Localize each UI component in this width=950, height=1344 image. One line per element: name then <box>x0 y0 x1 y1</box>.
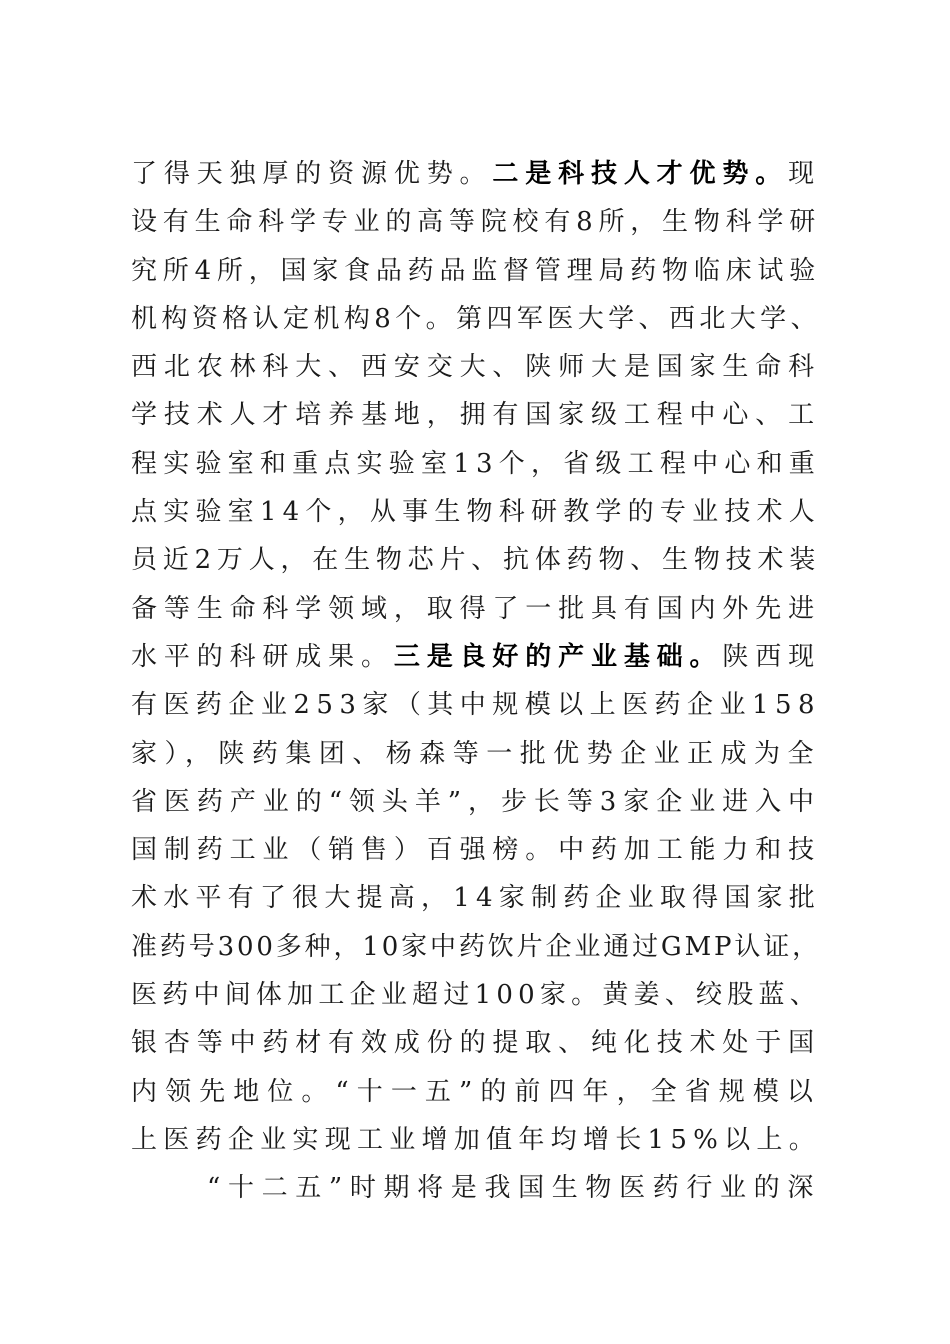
text-line <box>131 778 831 826</box>
body-text-segment: 程实验室和重点实验室13个，省级工程中心和重 <box>131 448 821 479</box>
text-line <box>131 488 831 536</box>
body-text-segment: 医药中间体加工企业超过100家。黄姜、绞股蓝、 <box>131 980 821 1011</box>
body-text-segment: 准药号300多种，10家中药饮片企业通过GMP认证， <box>131 931 821 962</box>
text-line <box>131 150 831 198</box>
body-text-segment: 有医药企业253家（其中规模以上医药企业158 <box>131 690 821 721</box>
body-text-segment: 水平的科研成果。 <box>131 641 394 672</box>
body-text-segment: 西北农林科大、西安交大、陕师大是国家生命科 <box>131 352 821 383</box>
text-line <box>131 585 831 633</box>
body-text-segment: 设有生命科学专业的高等院校有8所，生物科学研 <box>131 207 821 238</box>
text-line <box>131 1068 831 1116</box>
text-line <box>131 730 831 778</box>
body-text-segment: 究所4所，国家食品药品监督管理局药物临床试验 <box>131 255 821 286</box>
body-text-segment: 上医药企业实现工业增加值年均增长15%以上。 <box>131 1124 821 1155</box>
body-text-segment: 备等生命科学领域，取得了一批具有国内外先进 <box>131 593 821 624</box>
text-line <box>131 247 831 295</box>
body-text <box>131 150 831 1213</box>
body-text-segment: 国制药工业（销售）百强榜。中药加工能力和技 <box>131 835 821 866</box>
text-line <box>131 874 831 922</box>
text-line <box>131 923 831 971</box>
text-line <box>131 391 831 439</box>
text-line <box>131 536 831 584</box>
bold-heading-text: 三是良好的产业基础。 <box>393 641 723 672</box>
text-line <box>131 1116 831 1164</box>
text-line <box>131 1019 831 1067</box>
text-line <box>131 826 831 874</box>
body-text-segment: 现 <box>788 159 821 189</box>
body-text-segment: 术水平有了很大提高，14家制药企业取得国家批 <box>131 883 821 914</box>
body-text-segment: 学技术人才培养基地，拥有国家级工程中心、工 <box>131 400 821 431</box>
text-line <box>131 295 831 343</box>
text-line <box>131 1164 831 1212</box>
text-line <box>131 633 831 681</box>
body-text-segment: 机构资格认定机构8个。第四军医大学、西北大学、 <box>131 303 821 334</box>
body-text-segment: 内领先地位。“十一五”的前四年，全省规模以 <box>131 1076 821 1107</box>
text-line <box>131 198 831 246</box>
body-text-segment: “十二五”时期将是我国生物医药行业的深 <box>207 1173 821 1204</box>
body-text-segment: 陕西现 <box>722 641 821 672</box>
bold-heading-text: 二是科技人才优势。 <box>492 159 789 189</box>
body-text-segment: 家），陕药集团、杨森等一批优势企业正成为全 <box>131 738 821 769</box>
body-text-segment: 员近2万人，在生物芯片、抗体药物、生物技术装 <box>131 545 821 576</box>
text-line <box>131 343 831 391</box>
body-text-segment: 了得天独厚的资源优势。 <box>131 159 493 189</box>
body-text-segment: 点实验室14个，从事生物科研教学的专业技术人 <box>131 497 821 528</box>
text-line <box>131 971 831 1019</box>
body-text-segment: 银杏等中药材有效成份的提取、纯化技术处于国 <box>131 1028 821 1059</box>
body-text-segment: 省医药产业的“领头羊”，步长等3家企业进入中 <box>131 786 821 817</box>
text-line <box>131 440 831 488</box>
text-line <box>131 681 831 729</box>
